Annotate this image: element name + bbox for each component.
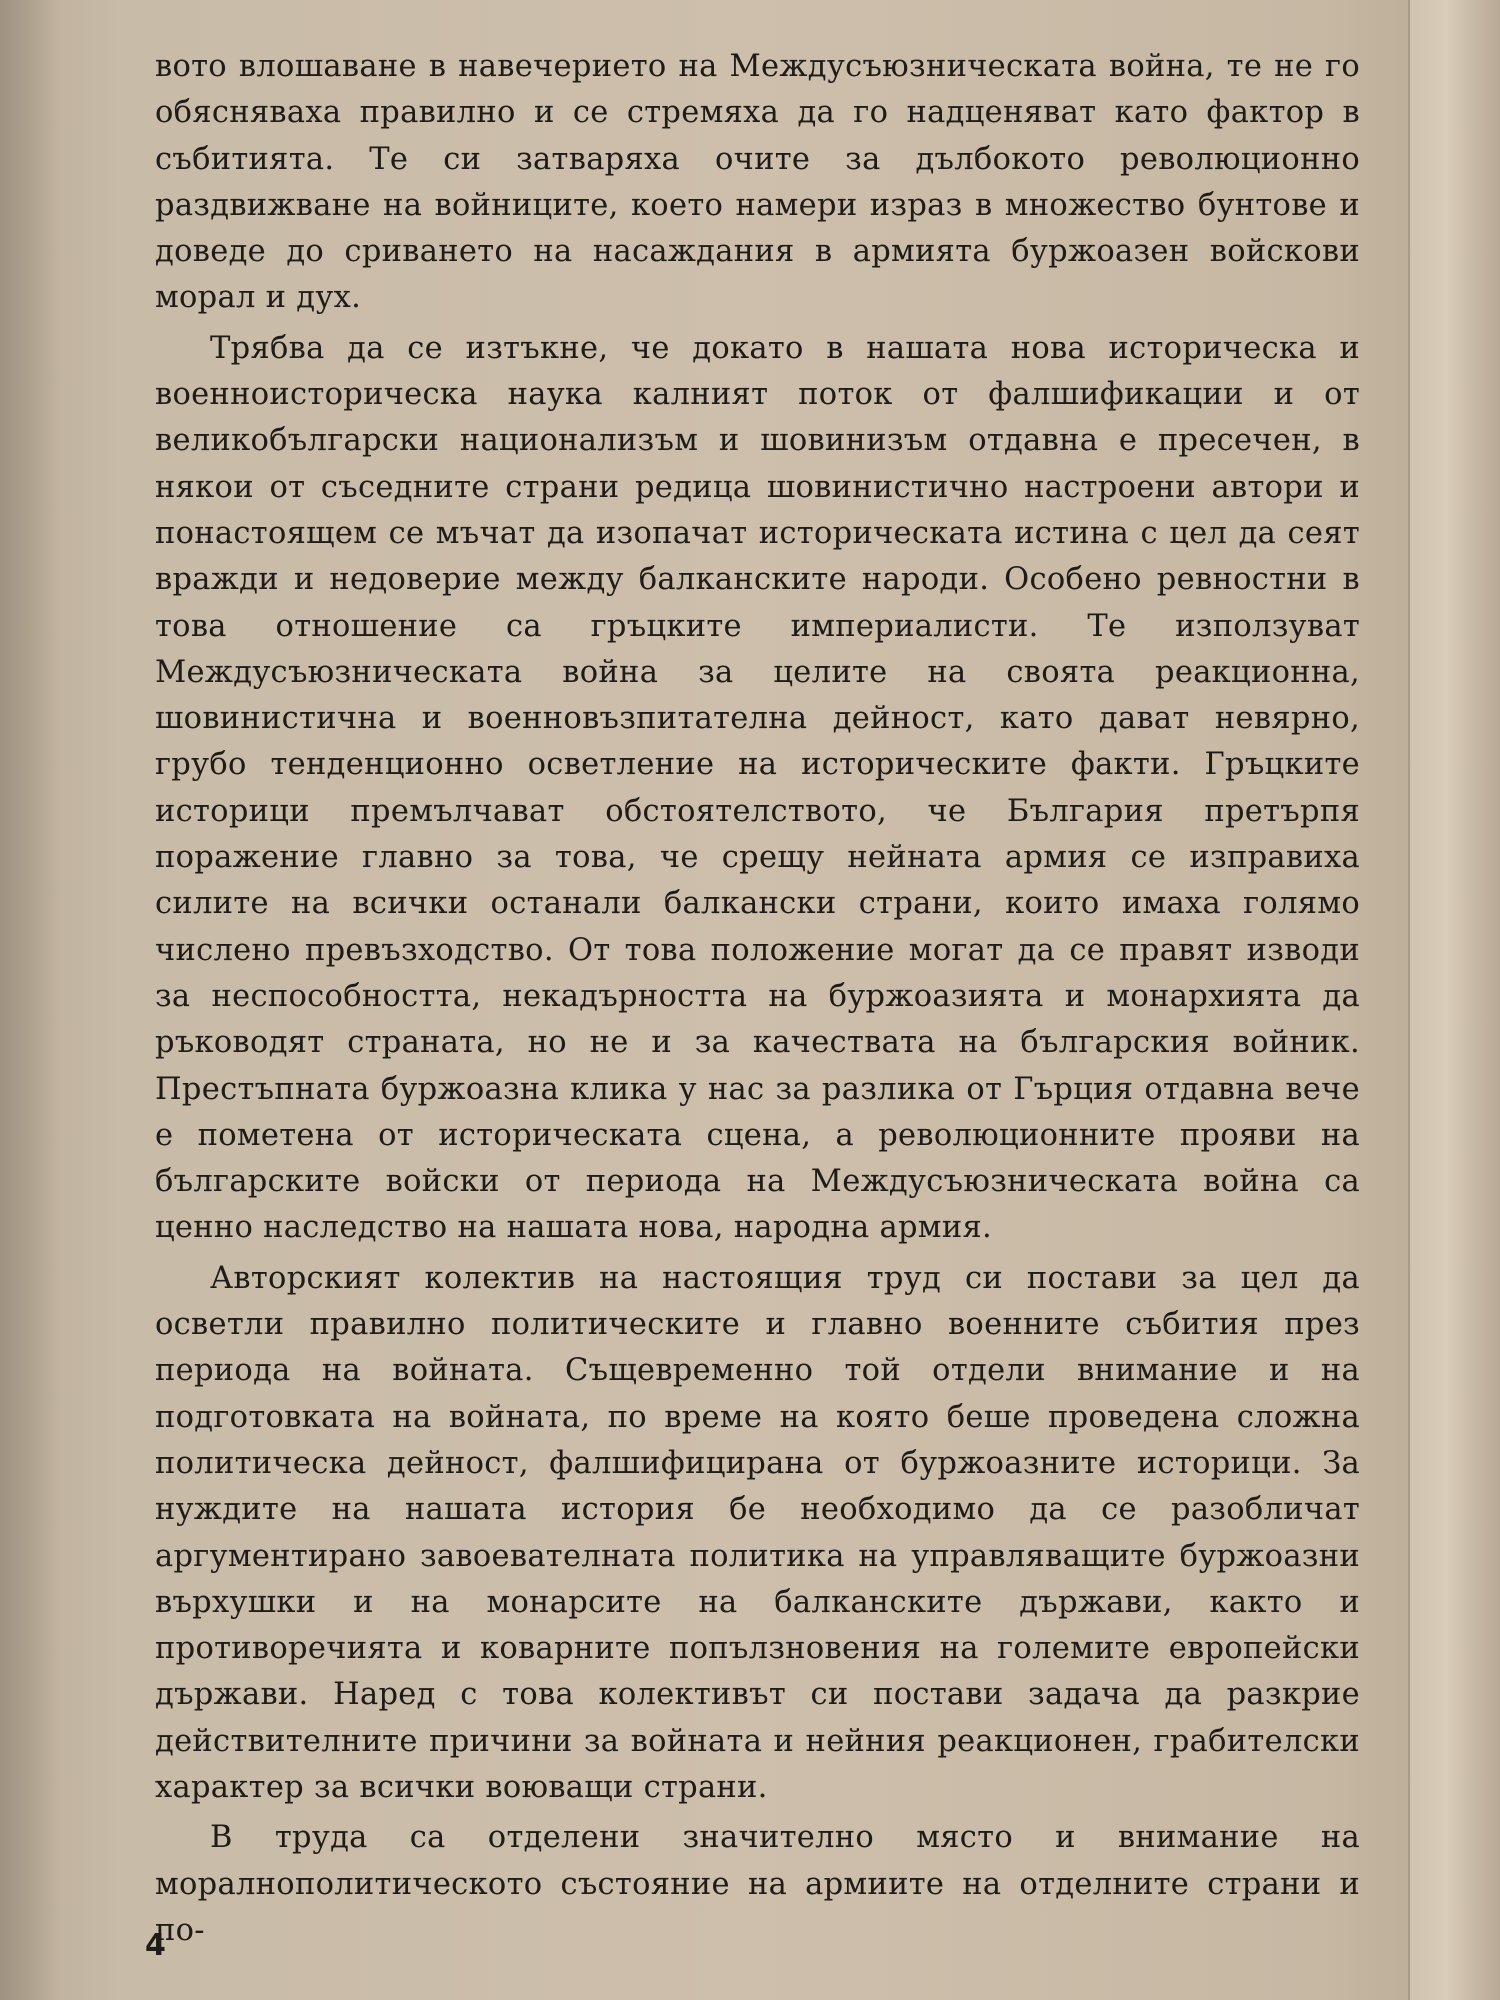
adjacent-page-edge: [1408, 0, 1500, 2000]
page-gutter-shadow: [0, 0, 60, 2000]
page-number: 4: [145, 1928, 166, 1963]
paragraph-2: Трябва да се изтъкне, че докато в нашата нова историческа и военноисторическа наука калният поток от фалшификации и от великобългарски национализъм и шовинизъм отдавна е пресечен, в някои от съседните страни редица шовинистично настроени автори и понастоящем се мъчат да изопачат историческата истина с цел да сеят вражди и недоверие между балканските народи. Особено ревностни в това отношение са гръцките империалисти. Те използуват Междусъюзническата война за целите на своята реакционна, шовинистична и военновъзпитателна дейност, като дават невярно, грубо тенденционно осветление на историческите факти. Гръцките историци премълчават обстоятелството, че България претърпя поражение главно за това, че срещу нейната армия се изправиха силите на всички останали балкански страни, които имаха голямо числено превъзходство. От това положение могат да се правят изводи за неспособността, некадърността на буржоазията и монархията да ръководят страната, но не и за качествата на българския войник. Престъпната буржоазна клика у нас за разлика от Гърция отдавна вече е пометена от историческата сцена, а революционните прояви на българските войски от периода на Междусъюзническата война са ценно наследство на нашата нова, народна армия.: [155, 330, 1360, 1246]
paragraph-4: В труда са отделени значително място и внимание на моралнополитическото състояние на армиите на отделните страни и по-: [155, 1820, 1360, 1948]
paragraph-1: вото влошаване в навечерието на Междусъюзническата война, те не го обясняваха правилно и се стремяха да го надценяват като фактор в събитията. Те си затваряха очите за дълбокото революционно раздвижване на войниците, което намери израз в множество бунтове и доведе до сриването на насаждания в армията буржоазен войскови морал и дух.: [155, 49, 1360, 316]
paragraph-3: Авторският колектив на настоящия труд си постави за цел да осветли правилно политическите и главно военните събития през периода на войната. Същевременно той отдели внимание и на подготовката на войната, по време на която беше проведена сложна политическа дейност, фалшифицирана от буржоазните историци. За нуждите на нашата история бе необходимо да се разобличат аргументирано завоевателната политика на управляващите буржоазни върхушки и на монарсите на балканските държави, както и противоречията и коварните попълзновения на големите европейски държави. Наред с това колективът си постави задача да разкрие действителните причини за войната и нейния реакционен, грабителски характер за всички воюващи страни.: [155, 1260, 1360, 1805]
body-text: [155, 44, 1360, 1954]
